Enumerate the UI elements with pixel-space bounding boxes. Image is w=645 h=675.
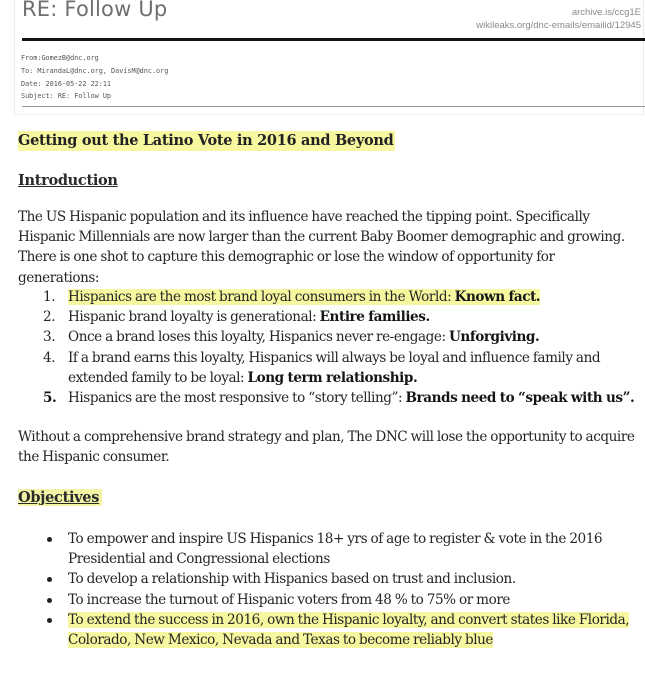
bullet-icon: [47, 577, 52, 582]
point-text: Hispanic brand loyalty is generational:: [68, 309, 320, 326]
closing-paragraph: Without a comprehensive brand strategy and plan, The DNC will lose the opportunity to acquire the Hispanic consumer.: [18, 429, 635, 466]
list-item: [18, 569, 638, 589]
bullet-icon: [47, 598, 52, 603]
meta-subject: Subject: RE: Follow Up: [21, 92, 112, 101]
point-text-highlighted: [68, 289, 540, 305]
list-item: [18, 610, 638, 650]
list-item: [18, 590, 638, 610]
meta-from: From:GomezB@dnc.org: [21, 54, 99, 62]
point-text: If a brand earns this loyalty, Hispanics will always be loyal and influence family and extended family to be loyal:: [68, 349, 601, 386]
objectives-heading: Objectives: [18, 489, 102, 506]
point-text: Once a brand loses this loyalty, Hispanics never re-engage:: [68, 329, 449, 346]
archive-links: [476, 6, 641, 32]
meta-date: Date: 2016-05-22 22:11: [21, 79, 112, 88]
list-item: [18, 348, 638, 388]
introduction-heading: Introduction: [18, 172, 118, 189]
bullet-icon: [47, 537, 52, 542]
point-emphasis: Brands need to “speak with us”.: [405, 390, 635, 407]
point-emphasis: Long term relationship.: [247, 369, 418, 386]
objectives-list: [18, 529, 638, 650]
list-item: [18, 327, 638, 347]
bullet-icon: [47, 618, 52, 623]
list-number: 2.: [43, 309, 56, 326]
list-number: 4.: [43, 349, 56, 366]
header-divider-thick: [22, 38, 645, 41]
list-item: [18, 287, 638, 307]
key-points-list: [18, 287, 638, 408]
meta-to: To: MirandaL@dnc.org, DavisM@dnc.org: [21, 66, 169, 75]
point-emphasis: Unforgiving.: [448, 329, 540, 346]
objective-text: To increase the turnout of Hispanic voters from 48 % to 75% or more: [68, 591, 510, 608]
point-emphasis: Entire families.: [319, 309, 430, 326]
objective-text: To empower and inspire US Hispanics 18+ yrs of age to register & vote in the 2016 Presidential and Congressional elections: [68, 531, 603, 568]
point-text: Hispanics are the most responsive to “story telling”:: [68, 390, 406, 407]
point-emphasis: Known fact.: [454, 289, 541, 305]
list-number: 1.: [43, 289, 56, 305]
header-divider-thin: [22, 106, 645, 107]
introduction-paragraph: The US Hispanic population and its influence have reached the tipping point. Specifically Hispanic Millennials are now larger than the current Baby Boomer demographic and growing. There is one shot to capture this demographic or lose the window of opportunity for generations:: [18, 209, 625, 286]
document-title: Getting out the Latino Vote in 2016 and Beyond: [18, 132, 394, 149]
objective-text: To develop a relationship with Hispanics based on trust and inclusion.: [68, 571, 516, 588]
email-title: RE: Follow Up: [22, 0, 168, 21]
list-item: [18, 388, 638, 408]
list-item: [18, 529, 638, 569]
wikileaks-link[interactable]: wikileaks.org/dnc-emails/emailid/12945: [476, 20, 641, 31]
list-number: 5.: [43, 390, 57, 407]
email-meta: [21, 52, 168, 103]
objective-text-highlighted: To extend the success in 2016, own the Hispanic loyalty, and convert states like Florida, Colorado, New Mexico, Nevada and Texas to become reliably blue: [68, 611, 630, 649]
point-text: Hispanics are the most brand loyal consumers in the World:: [68, 289, 455, 305]
list-item: [18, 307, 638, 327]
archive-link[interactable]: archive.is/ccg1E: [571, 7, 641, 18]
list-number: 3.: [43, 329, 56, 346]
